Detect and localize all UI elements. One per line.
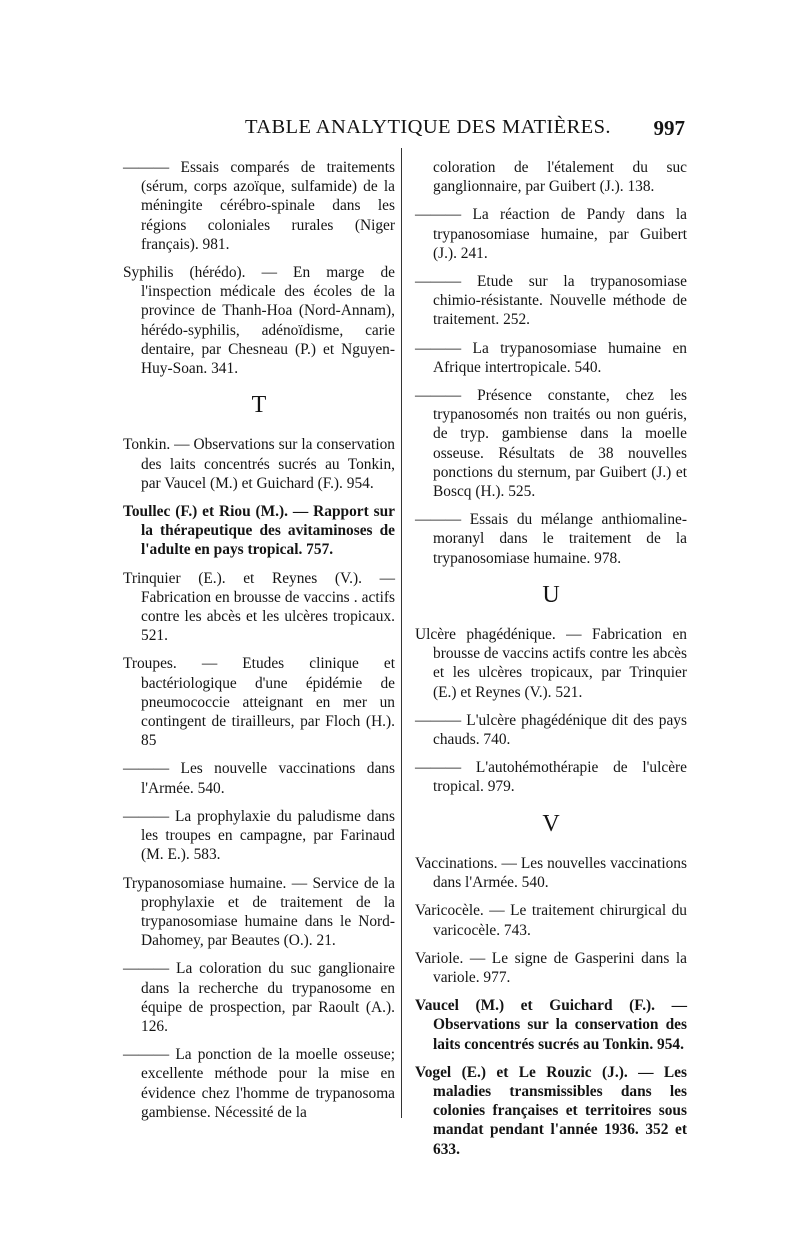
section-letter-u: U — [542, 581, 560, 608]
page-header — [125, 116, 685, 146]
right-column — [415, 158, 687, 1168]
index-entry: ——— La ponction de la moelle osseuse; excellente méthode pour la mise en évidence chez l'homme de trypanosoma gambiense. Nécessité de la — [123, 1046, 395, 1121]
index-entry: ——— Etude sur la trypanosomiase chimio-résistante. Nouvelle méthode de traitement. 252. — [415, 273, 687, 329]
left-column — [123, 158, 395, 1131]
index-entry: ——— La réaction de Pandy dans la trypanosomiase humaine, par Guibert (J.). 241. — [415, 206, 687, 262]
index-entry: Vogel (E.) et Le Rouzic (J.). — Les maladies transmissibles dans les colonies françaises et territoires sous mandat pendant l'année 1936. 352 et 633. — [415, 1063, 687, 1158]
index-entry: Syphilis (hérédo). — En marge de l'inspection médicale des écoles de la province de Thanh-Hoa (Nord-Annam), hérédo-syphilis, adénoïdisme, carie dentaire, par Chesneau (P.) et Nguyen-Huy-Soan. 341. — [123, 264, 395, 378]
index-entry: Troupes. — Etudes clinique et bactériologique d'une épidémie de pneumococcie atteignant en mer un contingent de tirailleurs, par Floch (H.). 85 — [123, 655, 395, 750]
index-entry: ——— L'ulcère phagédénique dit des pays chauds. 740. — [415, 711, 687, 749]
index-entry: ——— Essais du mélange anthiomaline-moranyl dans le traitement de la trypanosomiase humaine. 978. — [415, 511, 687, 567]
index-entry: ——— Les nouvelle vaccinations dans l'Armée. 540. — [123, 760, 395, 797]
page-number: 997 — [653, 116, 685, 140]
index-entry: Varicocèle. — Le traitement chirurgical du varicocèle. 743. — [415, 902, 687, 939]
index-entry: Vaccinations. — Les nouvelles vaccinations dans l'Armée. 540. — [415, 854, 687, 892]
page-title: TABLE ANALYTIQUE DES MATIÈRES. — [245, 116, 611, 138]
index-entry: Vaucel (M.) et Guichard (F.). — Observations sur la conservation des laits concentrés sucrés au Tonkin. 954. — [415, 997, 687, 1053]
index-entry: Ulcère phagédénique. — Fabrication en brousse de vaccins actifs contre les abcès et les ulcères tropicaux, par Trinquier (E.) et Reynes (V.). 521. — [415, 626, 687, 701]
index-entry: ——— La trypanosomiase humaine en Afrique intertropicale. 540. — [415, 339, 687, 376]
section-letter-t: T — [251, 392, 267, 419]
index-entry: Trinquier (E.). et Reynes (V.). — Fabrication en brousse de vaccins . actifs contre les abcès et les ulcères tropicaux. 521. — [123, 569, 395, 645]
index-entry: ——— L'autohémothérapie de l'ulcère tropical. 979. — [415, 759, 687, 796]
index-entry: Variole. — Le signe de Gasperini dans la variole. 977. — [415, 949, 687, 986]
index-entry: Tonkin. — Observations sur la conservation des laits concentrés sucrés au Tonkin, par Vaucel (M.) et Guichard (F.). 954. — [123, 436, 395, 492]
index-entry: Toullec (F.) et Riou (M.). — Rapport sur la thérapeutique des avitaminoses de l'adulte en pays tropical. 757. — [123, 503, 395, 559]
index-entry: ——— La prophylaxie du paludisme dans les troupes en campagne, par Farinaud (M. E.). 583. — [123, 807, 395, 864]
section-letter-v: V — [542, 810, 560, 837]
index-entry: ——— La coloration du suc ganglionaire dans la recherche du trypanosome en équipe de prospection, par Raoult (A.). 126. — [123, 960, 395, 1035]
index-entry-continued: coloration de l'étalement du suc ganglionnaire, par Guibert (J.). 138. — [433, 159, 687, 196]
column-divider — [401, 148, 402, 1118]
index-entry: Trypanosomiase humaine. — Service de la prophylaxie et de traitement de la trypanosomiase humaine dans le Nord-Dahomey, par Beautes (O.). 21. — [123, 874, 395, 950]
index-entry: ——— Présence constante, chez les trypanosomés non traités ou non guéris, de tryp. gambiense dans la moelle osseuse. Résultats de 38 nouvelles ponctions du sternum, par Guibert (J.) et Boscq (H.). 525. — [415, 387, 687, 501]
index-entry: ——— Essais comparés de traitements (sérum, corps azoïque, sulfamide) de la méningite cérébro-spinale dans les régions coloniales rurales (Niger français). 981. — [123, 159, 395, 253]
